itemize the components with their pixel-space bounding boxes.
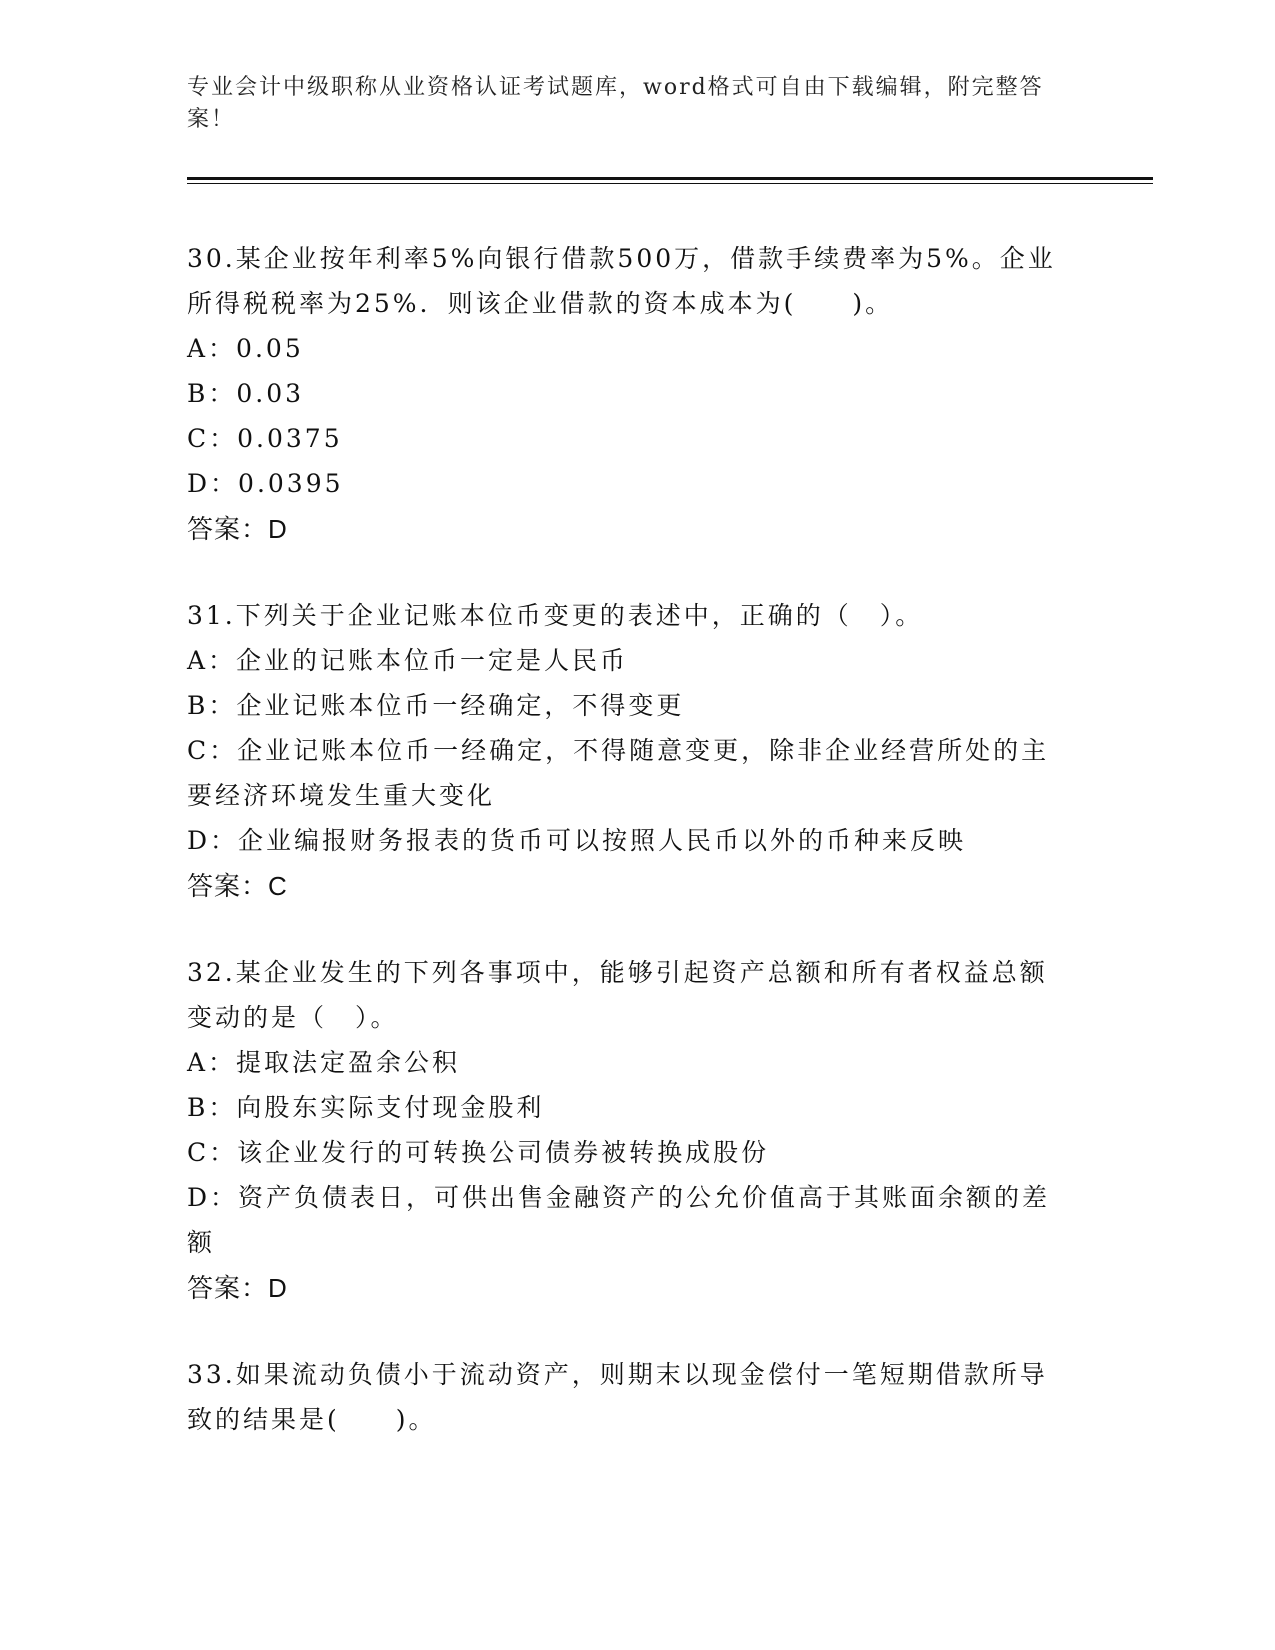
- question-spacer: [187, 552, 1087, 593]
- answer-option: C：该企业发行的可转换公司债券被转换成股份: [187, 1138, 770, 1167]
- answer-option: D：企业编报财务报表的货币可以按照人民币以外的币种来反映: [187, 826, 967, 855]
- question-block: [187, 1352, 1087, 1442]
- answer-key: 答案：D: [187, 1273, 288, 1303]
- answer-key: 答案：D: [187, 514, 288, 544]
- answer-option: B：向股东实际支付现金股利: [187, 1093, 545, 1122]
- question-block: [187, 950, 1087, 1311]
- answer-option: D：资产负债表日，可供出售金融资产的公允价值高于其账面余额的差: [187, 1183, 1051, 1212]
- answer-key: 答案：C: [187, 871, 288, 901]
- question-block: [187, 236, 1087, 552]
- answer-option: A：企业的记账本位币一定是人民币: [187, 646, 629, 675]
- question-stem-line: 32.某企业发生的下列各事项中，能够引起资产总额和所有者权益总额: [187, 958, 1048, 987]
- question-block: [187, 593, 1087, 909]
- question-list: [187, 236, 1087, 1442]
- answer-option: D：0.0395: [187, 469, 344, 498]
- question-stem-line: 33.如果流动负债小于流动资产，则期末以现金偿付一笔短期借款所导: [187, 1360, 1048, 1389]
- answer-option: A：提取法定盈余公积: [187, 1048, 461, 1077]
- question-stem-line: 31.下列关于企业记账本位币变更的表述中，正确的（ ）。: [187, 601, 924, 630]
- question-stem-line: 所得税税率为25%．则该企业借款的资本成本为( )。: [187, 289, 894, 318]
- header-divider-thin: [187, 183, 1153, 184]
- question-stem-line: 变动的是（ ）。: [187, 1003, 399, 1032]
- answer-option: 要经济环境发生重大变化: [187, 781, 496, 810]
- question-stem-line: 30.某企业按年利率5%向银行借款500万，借款手续费率为5%。企业: [187, 244, 1056, 273]
- page-header: [187, 72, 1067, 136]
- answer-option: B：企业记账本位币一经确定，不得变更: [187, 691, 685, 720]
- header-divider-thick: [187, 177, 1153, 180]
- header-text: 专业会计中级职称从业资格认证考试题库，word格式可自由下载编辑，附完整答案！: [187, 75, 1044, 132]
- question-spacer: [187, 1311, 1087, 1352]
- answer-option: C：企业记账本位币一经确定，不得随意变更，除非企业经营所处的主: [187, 736, 1050, 765]
- question-spacer: [187, 909, 1087, 950]
- answer-option: C：0.0375: [187, 424, 343, 453]
- answer-option: B：0.03: [187, 379, 305, 408]
- answer-option: 额: [187, 1228, 216, 1257]
- question-stem-line: 致的结果是( )。: [187, 1405, 437, 1434]
- answer-option: A：0.05: [187, 334, 304, 363]
